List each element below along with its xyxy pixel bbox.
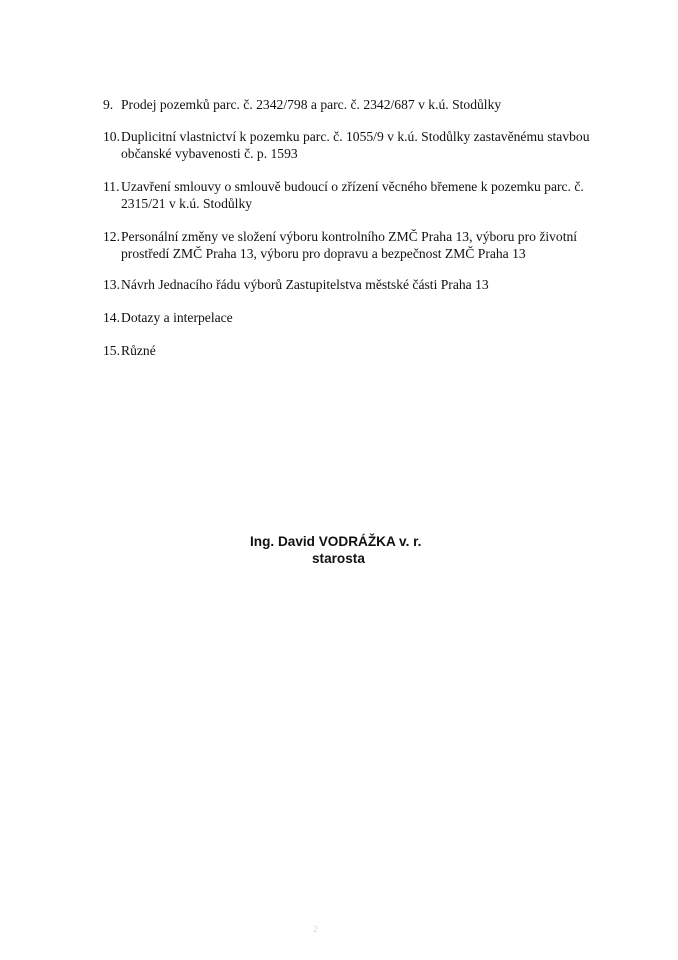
agenda-list <box>103 96 603 359</box>
agenda-item-9 <box>103 96 603 113</box>
agenda-item-number: 12. <box>103 229 120 244</box>
signatory-name: Ing. David VODRÁŽKA v. r. <box>250 534 422 549</box>
agenda-item-number: 10. <box>103 129 120 144</box>
agenda-item-number: 13. <box>103 277 120 292</box>
agenda-item-15 <box>103 342 603 359</box>
agenda-item-text: Prodej pozemků parc. č. 2342/798 a parc. č. 2342/687 v k.ú. Stodůlky <box>121 97 502 112</box>
signature-block <box>250 533 450 567</box>
agenda-item-text: Návrh Jednacího řádu výborů Zastupitelstva městské části Praha 13 <box>121 277 489 292</box>
agenda-item-10 <box>103 128 603 162</box>
signatory-title: starosta <box>312 551 365 566</box>
agenda-item-number: 14. <box>103 310 120 325</box>
agenda-item-14 <box>103 309 603 326</box>
agenda-item-text: Dotazy a interpelace <box>121 310 233 325</box>
agenda-item-number: 11. <box>103 179 120 194</box>
agenda-item-text: Personální změny ve složení výboru kontrolního ZMČ Praha 13, výboru pro životní prostředí ZMČ Praha 13, výboru pro dopravu a bezpečnost ZMČ Praha 13 <box>121 229 578 261</box>
agenda-item-text: Uzavření smlouvy o smlouvě budoucí o zřízení věcného břemene k pozemku parc. č. 2315/21 v k.ú. Stodůlky <box>121 179 584 211</box>
agenda-item-text: Různé <box>121 343 156 358</box>
agenda-item-text: Duplicitní vlastnictví k pozemku parc. č. 1055/9 v k.ú. Stodůlky zastavěnému stavbou občanské vybavenosti č. p. 1593 <box>121 129 590 161</box>
agenda-item-11 <box>103 178 603 212</box>
agenda-item-number: 15. <box>103 343 120 358</box>
page-number: 2 <box>313 924 318 934</box>
agenda-item-13 <box>103 276 603 293</box>
agenda-item-12 <box>103 228 603 262</box>
agenda-item-number: 9. <box>103 97 114 112</box>
